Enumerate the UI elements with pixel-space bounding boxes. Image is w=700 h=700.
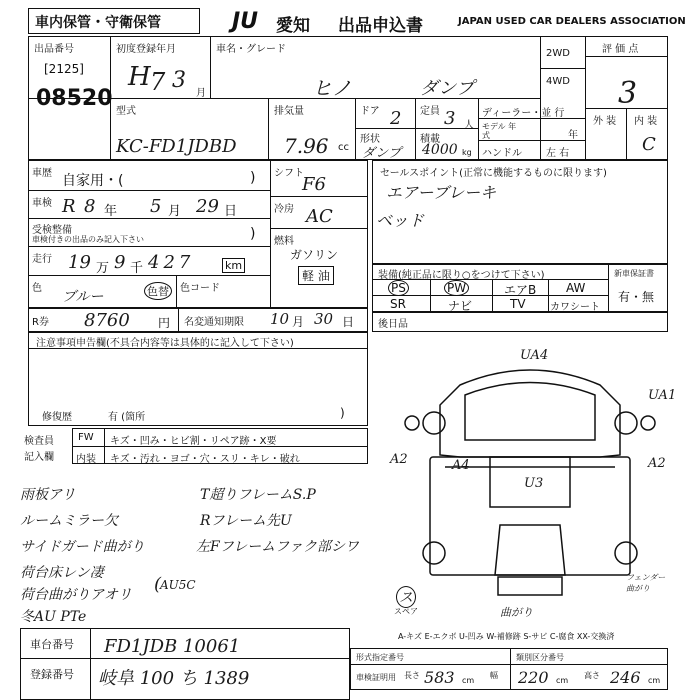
model-year-label: モデル 年式 (482, 122, 517, 140)
shift-value: F6 (302, 174, 326, 195)
mileage-rest: 427 (148, 252, 195, 273)
lot-label: 出品番号 (34, 44, 74, 55)
vehicle-grade: ダンプ (420, 78, 475, 99)
repair-close: ) (340, 406, 345, 420)
bed-outline (430, 457, 630, 575)
interior-grade: C (642, 134, 656, 155)
wheel-rl (423, 542, 445, 564)
registration-month-unit: 月 (196, 88, 206, 99)
inspection-month: 5 (150, 196, 162, 217)
mirror-right (641, 416, 655, 430)
windshield (465, 383, 595, 441)
recycle-label: R券 (32, 317, 49, 328)
damage-label: U3 (524, 476, 544, 491)
deadline-day: 30 (314, 310, 334, 328)
handwritten-note: 雨板アリ (20, 487, 76, 503)
storage-label: 車内保管・守衛保管 (35, 15, 161, 31)
usage-label: 車歴 (32, 168, 52, 179)
inspection-day: 29 (196, 196, 219, 217)
rating-score: 3 (618, 76, 638, 111)
load-unit: kg (462, 148, 472, 157)
length-label: 長さ (404, 671, 420, 680)
damage-label: A2 (648, 456, 666, 471)
equip-ps: PS (388, 280, 409, 296)
new-car-warranty-value: 有・無 (618, 290, 655, 304)
usage-close: ) (250, 170, 256, 186)
handwritten-note-right: 左Fフレームファク部シワ (196, 539, 359, 555)
length-value: 583 (424, 668, 455, 687)
color-label: 色 (32, 283, 42, 294)
equip-navi: ナビ (448, 299, 473, 313)
mileage-unit: km (222, 258, 245, 273)
inspection-month-unit: 月 (168, 204, 182, 219)
damage-label: UA1 (648, 388, 677, 403)
equip-aw: AW (566, 281, 586, 295)
inspection-year: 8 (84, 196, 96, 217)
damage-label: A2 (390, 452, 408, 467)
repair-value: 有 (箇所 (108, 412, 146, 423)
chassis-label: 車台番号 (30, 638, 74, 651)
handwritten-note-right: Rフレーム先U (200, 513, 292, 529)
damage-label: UA4 (520, 348, 549, 363)
chassis-number: FD1JDB 10061 (104, 636, 241, 657)
vehicle-name-label: 車名・グレード (216, 44, 286, 55)
handwritten-note-right: T超りフレームS.P (200, 487, 316, 503)
equip-leather: カワシート (550, 302, 600, 313)
model-year-unit: 年 (568, 130, 578, 141)
inspection-year-unit: 年 (104, 204, 118, 219)
displacement-unit: cc (338, 142, 349, 153)
doors-label: ドア (360, 106, 380, 117)
shape-label: 形状 (360, 134, 380, 145)
doors-value: 2 (390, 108, 402, 129)
handwritten-note: ルームミラー欠 (20, 513, 118, 529)
equip-pw: PW (444, 280, 469, 296)
logo-title: 愛知 (276, 16, 310, 36)
vehicle-name: ヒノ (312, 76, 352, 100)
lot-sub-number: [2125] (44, 62, 84, 76)
handle-label: ハンドル (482, 148, 522, 159)
inspector-fw-label: FW (78, 432, 94, 443)
fuel-diesel: 軽 油 (298, 266, 334, 285)
bent-label: 曲がり (500, 606, 533, 619)
brace-mark: ( (154, 574, 162, 595)
registration-label: 初度登録年月 (116, 44, 176, 55)
inspector-interior-label: 内装 (76, 454, 96, 465)
new-car-warranty-label: 新車保証書 (614, 269, 654, 278)
length-unit: cm (462, 676, 475, 685)
capacity-unit: 人 (464, 120, 474, 131)
handwritten-note: サイドガード曲がり (20, 539, 145, 555)
color-change-label: 色替 (144, 282, 172, 300)
repair-label: 修復歴 (42, 412, 72, 423)
deadline-day-unit: 日 (342, 315, 355, 329)
plate-number: 岐阜 100 ち 1389 (98, 668, 250, 689)
shift-label: シフト (274, 168, 304, 179)
association-name: JAPAN USED CAR DEALERS ASSOCIATION (458, 16, 686, 27)
handle-options: 左 右 (546, 148, 570, 159)
handwritten-note: 冬AU PTe (20, 609, 87, 625)
model-label: 型式 (116, 106, 136, 117)
class-label: 類別区分番号 (516, 653, 564, 662)
inspector-fw-text: キズ・凹み・ヒビ割・リペア跡・X要 (110, 436, 277, 447)
mileage-man-unit: 万 (96, 261, 110, 276)
later-items-box (372, 312, 668, 332)
width-label: 幅 (490, 671, 498, 680)
handwritten-note: 荷台床レン凄 (20, 565, 104, 581)
capacity-label: 定員 (420, 106, 440, 117)
inspector-label: 検査員 (24, 436, 54, 447)
fuel-label: 燃料 (274, 236, 294, 247)
drive-2wd: 2WD (546, 48, 570, 59)
mirror-left (405, 416, 419, 430)
registration-month: 3 (172, 68, 186, 93)
inspection-day-unit: 日 (224, 204, 238, 219)
damage-label: A4 (452, 458, 470, 473)
registration-year: 7 (150, 68, 166, 96)
equipment-label: 装備(純正品に限り○をつけて下さい) (378, 270, 545, 281)
fender-note: フェンダー曲がり (626, 573, 666, 593)
recycle-unit: 円 (158, 316, 171, 330)
deadline-month-unit: 月 (292, 315, 305, 329)
wheel-fr (615, 412, 637, 434)
equip-airbag: エアB (504, 283, 537, 297)
sales-points-label: セールスポイント(正常に機能するものに限ります) (380, 168, 607, 179)
exterior-label: 外 装 (593, 116, 617, 127)
brace-note: AU5C (160, 578, 196, 592)
aircon-label: 冷房 (274, 204, 294, 215)
mileage-sen: 9 (114, 252, 126, 273)
handwritten-note: 荷台曲がりアオリ (20, 587, 132, 603)
equip-tv: TV (510, 297, 526, 311)
capacity-value: 3 (444, 108, 456, 129)
format-label: 形式指定番号 (356, 653, 404, 662)
registration-era: H (128, 62, 151, 92)
sales-point-item: ベッド (376, 211, 425, 230)
inspector-label: 記入欄 (24, 452, 54, 463)
damage-legend: A-キズ E-エクボ U-凹み W-補修跡 S-サビ C-腐食 XX-交換済 (398, 632, 615, 641)
color-value: ブルー (62, 289, 104, 305)
warranty-close: ) (250, 226, 256, 242)
warranty-label: 受検整備 (32, 225, 72, 236)
height-value: 246 (610, 668, 641, 687)
spare-label: スペア (394, 607, 418, 616)
inspector-interior-text: キズ・汚れ・ヨゴ・穴・スリ・キレ・破れ (110, 454, 300, 465)
warranty-note: 車検付きの出品のみ記入下さい (32, 235, 144, 244)
deadline-label: 名変通知期限 (184, 317, 244, 328)
model-value: KC-FD1JDBD (116, 136, 237, 157)
color-code-label: 色コード (180, 283, 220, 294)
load-value: 4000 (422, 142, 458, 158)
width-unit: cm (556, 676, 569, 685)
fuel-gasoline: ガソリン (290, 248, 339, 262)
rating-label: 評 価 点 (602, 44, 639, 55)
storage-label-box (28, 8, 200, 34)
sales-point-item: エアーブレーキ (386, 183, 497, 202)
inspection-label: 車検 (32, 198, 52, 209)
width-value: 220 (518, 668, 549, 687)
aircon-value: AC (306, 206, 333, 227)
usage-value: 自家用・( (62, 173, 124, 189)
recycle-amount: 8760 (84, 310, 130, 331)
lot-number: 08520 (36, 86, 113, 111)
later-items-label: 後日品 (378, 319, 408, 330)
shape-value: ダンプ (362, 146, 402, 161)
inspection-era: R (62, 196, 76, 217)
wheel-rr (615, 542, 637, 564)
displacement-value: 7.96 (284, 134, 329, 158)
document-title: 出品申込書 (338, 16, 423, 36)
height-label: 高さ (584, 671, 600, 680)
deadline-month: 10 (270, 310, 290, 328)
height-unit: cm (648, 676, 661, 685)
reference-label: 車検証明用 (356, 673, 396, 682)
notes-label: 注意事項申告欄(不具合内容等は具体的に記入して下さい) (36, 338, 294, 349)
drive-4wd: 4WD (546, 76, 570, 87)
displacement-label: 排気量 (274, 106, 304, 117)
spare-mark: ス (396, 586, 416, 608)
ju-logo: JU (232, 9, 259, 34)
interior-label: 内 装 (634, 116, 658, 127)
mileage-sen-unit: 千 (130, 261, 144, 276)
rear-bumper (498, 577, 562, 595)
load-label: 積載 (420, 134, 440, 145)
wheel-fl (423, 412, 445, 434)
mileage-label: 走行 (32, 254, 52, 265)
rear-frame (495, 525, 565, 575)
plate-label: 登録番号 (30, 668, 74, 681)
dealer-parallel-label: ディーラー・並 行 (482, 108, 565, 119)
equip-sr: SR (390, 297, 406, 311)
mileage-man: 19 (68, 252, 91, 273)
